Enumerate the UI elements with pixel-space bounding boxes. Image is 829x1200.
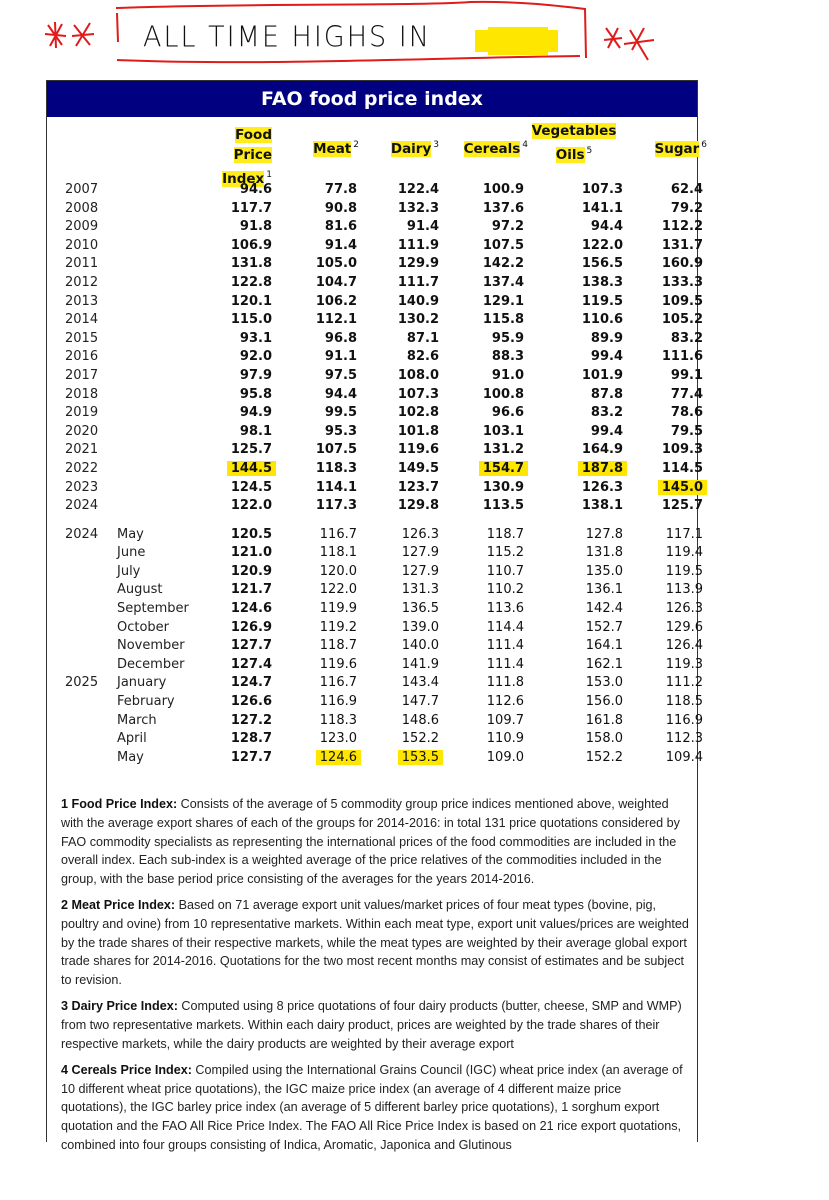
year-cell: 2015	[65, 330, 99, 346]
value-cell: 109.0	[486, 749, 524, 765]
value-cell: 77.4	[670, 386, 703, 402]
value-cell: 87.1	[406, 330, 439, 346]
value-cell: 126.3	[401, 526, 439, 542]
value-cell: 153.0	[585, 675, 623, 691]
value-cell: 126.9	[230, 619, 272, 635]
value-cell: 90.8	[324, 200, 357, 216]
value-cell: 92.0	[239, 349, 272, 365]
value-cell: 148.6	[401, 712, 439, 728]
value-cell: 99.4	[590, 423, 623, 439]
value-cell: 101.8	[397, 423, 439, 439]
value-cell: 111.2	[665, 675, 703, 691]
table-row	[47, 441, 703, 460]
year-cell: 2012	[65, 274, 99, 290]
value-cell: 114.1	[315, 479, 357, 495]
column-header: Meat $^2$	[313, 140, 359, 157]
value-cell: 119.4	[665, 545, 703, 561]
table-row	[47, 619, 703, 638]
value-cell: 130.2	[397, 312, 439, 328]
value-cell: 118.3	[319, 712, 357, 728]
value-cell: 104.7	[315, 274, 357, 290]
value-cell: 106.9	[230, 237, 272, 253]
month-cell: June	[117, 545, 146, 561]
value-cell: 100.8	[482, 386, 524, 402]
value-cell: 141.9	[401, 656, 439, 672]
value-cell: 127.7	[230, 638, 272, 654]
value-cell: 106.2	[315, 293, 357, 309]
value-cell: 131.8	[585, 545, 623, 561]
year-cell: 2007	[65, 182, 99, 197]
year-cell: 2022	[65, 460, 99, 476]
month-cell: February	[117, 694, 175, 710]
column-header: Food Price Index $^1$	[222, 127, 272, 187]
value-cell: 140.9	[397, 293, 439, 309]
value-cell: 114.5	[661, 460, 703, 476]
value-cell: 131.8	[230, 256, 272, 272]
value-cell: 117.3	[315, 498, 357, 514]
table-row	[47, 693, 703, 712]
value-cell: 107.5	[482, 237, 524, 253]
value-cell: 162.1	[585, 656, 623, 672]
value-cell: 89.9	[590, 330, 623, 346]
value-cell: 143.4	[401, 675, 439, 691]
table-row	[47, 460, 703, 479]
value-cell: 142.4	[585, 601, 623, 617]
value-cell: 118.3	[315, 460, 357, 476]
year-cell: 2020	[65, 423, 99, 439]
value-cell: 99.1	[670, 367, 703, 383]
value-cell: 82.6	[406, 349, 439, 365]
table-row	[47, 237, 703, 256]
value-cell: 154.7	[454, 460, 524, 479]
value-cell: 110.2	[486, 582, 524, 598]
table-row	[47, 581, 703, 600]
value-cell: 128.7	[230, 731, 272, 747]
value-cell: 78.6	[670, 405, 703, 421]
column-header: Dairy $^3$	[390, 140, 439, 157]
value-cell: 110.9	[486, 731, 524, 747]
value-cell: 120.9	[230, 563, 272, 579]
value-cell: 81.6	[324, 219, 357, 235]
value-cell: 152.7	[585, 619, 623, 635]
value-cell: 119.3	[665, 656, 703, 672]
value-cell: 127.4	[230, 656, 272, 672]
year-cell: 2013	[65, 293, 99, 309]
value-cell: 129.8	[397, 498, 439, 514]
month-cell: July	[117, 563, 141, 579]
footnotes	[61, 795, 689, 1154]
value-cell: 147.7	[401, 694, 439, 710]
value-cell: 114.4	[486, 619, 524, 635]
value-cell: 142.2	[482, 256, 524, 272]
value-cell: 109.3	[661, 442, 703, 458]
value-cell: 160.9	[661, 256, 703, 272]
value-cell: 123.0	[319, 731, 357, 747]
value-cell: 91.4	[324, 237, 357, 253]
annual-rows	[47, 181, 703, 516]
value-cell: 120.5	[230, 526, 272, 542]
value-cell: 113.9	[665, 582, 703, 598]
footnote: 4 Cereals Price Index: Compiled using the International Grains Council (IGC) wheat price index (an average of 10 different wheat price quotations), the IGC maize price index (an average of 4 different maize price quotations), the IGC barley price index (an average of 5 different barley price quotations), 1 sorghum export quotation and the FAO All Rice Price Index. The FAO All Rice Price Index is based on 21 rice export quotations, combined into four groups consisting of Indica, Aromatic, Japonica and Glutinous	[61, 1063, 683, 1152]
value-cell: 138.1	[581, 498, 623, 514]
value-cell: 109.7	[486, 712, 524, 728]
value-cell: 100.9	[482, 182, 524, 197]
value-cell: 91.4	[406, 219, 439, 235]
value-cell: 144.5	[202, 460, 272, 479]
value-cell: 121.0	[230, 545, 272, 561]
table-row	[47, 526, 703, 545]
value-cell: 140.0	[401, 638, 439, 654]
value-cell: 116.9	[665, 712, 703, 728]
value-cell: 141.1	[581, 200, 623, 216]
table-row	[47, 563, 703, 582]
value-cell: 107.5	[315, 442, 357, 458]
value-cell: 125.7	[230, 442, 272, 458]
value-cell: 112.2	[661, 219, 703, 235]
month-cell: December	[117, 656, 185, 672]
value-cell: 129.6	[665, 619, 703, 635]
month-cell: March	[117, 712, 157, 728]
table-row	[47, 479, 703, 498]
value-cell: 137.6	[482, 200, 524, 216]
value-cell: 105.0	[315, 256, 357, 272]
month-cell: November	[117, 638, 185, 654]
value-cell: 62.4	[670, 182, 703, 197]
table-row	[47, 348, 703, 367]
value-cell: 112.1	[315, 312, 357, 328]
value-cell: 138.3	[581, 274, 623, 290]
table-row	[47, 600, 703, 619]
value-cell: 127.9	[401, 545, 439, 561]
value-cell: 132.3	[397, 200, 439, 216]
value-cell: 103.1	[482, 423, 524, 439]
value-cell: 87.8	[590, 386, 623, 402]
value-cell: 97.9	[239, 367, 272, 383]
value-cell: 117.1	[665, 526, 703, 542]
value-cell: 126.3	[581, 479, 623, 495]
value-cell: 130.9	[482, 479, 524, 495]
value-cell: 111.6	[661, 349, 703, 365]
value-cell: 158.0	[585, 731, 623, 747]
table-row	[47, 386, 703, 405]
value-cell: 121.7	[230, 582, 272, 598]
value-cell: 129.9	[397, 256, 439, 272]
value-cell: 91.1	[324, 349, 357, 365]
table-row	[47, 712, 703, 731]
value-cell: 156.0	[585, 694, 623, 710]
value-cell: 164.9	[581, 442, 623, 458]
value-cell: 115.8	[482, 312, 524, 328]
value-cell: 98.1	[239, 423, 272, 439]
value-cell: 133.3	[661, 274, 703, 290]
year-cell: 2009	[65, 219, 99, 235]
month-cell: January	[117, 675, 167, 691]
year-cell: 2019	[65, 405, 99, 421]
table-row	[47, 544, 703, 563]
value-cell: 94.4	[324, 386, 357, 402]
table-row	[47, 330, 703, 349]
value-cell: 97.2	[491, 219, 524, 235]
value-cell: 137.4	[482, 274, 524, 290]
value-cell: 124.6	[287, 749, 357, 768]
value-cell: 77.8	[324, 182, 357, 197]
value-cell: 95.3	[324, 423, 357, 439]
value-cell: 149.5	[397, 460, 439, 476]
value-cell: 101.9	[581, 367, 623, 383]
value-cell: 122.0	[581, 237, 623, 253]
year-cell: 2025	[65, 675, 99, 691]
table-row	[47, 200, 703, 219]
value-cell: 110.6	[581, 312, 623, 328]
value-cell: 156.5	[581, 256, 623, 272]
value-cell: 120.1	[230, 293, 272, 309]
value-cell: 161.8	[585, 712, 623, 728]
value-cell: 95.9	[491, 330, 524, 346]
value-cell: 119.9	[319, 601, 357, 617]
value-cell: 127.2	[230, 712, 272, 728]
footnote: 2 Meat Price Index: Based on 71 average export unit values/market prices of four meat types (bovine, pig, poultry and ovine) from 10 representative markets. Within each meat type, export unit values/prices are weighted by the trade shares of their respective markets, while the meat types are weighted by their average global export trade shares for 2014-2016. Quotations for the two most recent months may consist of estimates and be subject to revision.	[61, 898, 689, 987]
value-cell: 105.2	[661, 312, 703, 328]
value-cell: 153.5	[369, 749, 439, 768]
year-cell: 2017	[65, 367, 99, 383]
table-row	[47, 730, 703, 749]
value-cell: 136.5	[401, 601, 439, 617]
table-row	[47, 218, 703, 237]
value-cell: 79.5	[670, 423, 703, 439]
value-cell: 111.4	[486, 656, 524, 672]
year-cell: 2010	[65, 237, 99, 253]
year-cell: 2014	[65, 312, 99, 328]
value-cell: 99.4	[590, 349, 623, 365]
value-cell: 119.2	[319, 619, 357, 635]
year-cell: 2008	[65, 200, 99, 216]
value-cell: 109.4	[665, 749, 703, 765]
value-cell: 111.8	[486, 675, 524, 691]
handwritten-annotation	[0, 0, 829, 75]
value-cell: 124.7	[230, 675, 272, 691]
value-cell: 116.7	[319, 526, 357, 542]
value-cell: 107.3	[581, 182, 623, 197]
table-row	[47, 311, 703, 330]
value-cell: 111.4	[486, 638, 524, 654]
fao-table-panel	[46, 80, 707, 1152]
value-cell: 97.5	[324, 367, 357, 383]
column-header: Cereals $^4$	[463, 140, 528, 157]
table-row	[47, 497, 703, 516]
table-row	[47, 274, 703, 293]
value-cell: 99.5	[324, 405, 357, 421]
value-cell: 115.2	[486, 545, 524, 561]
value-cell: 126.6	[230, 694, 272, 710]
value-cell: 124.5	[230, 479, 272, 495]
year-cell: 2011	[65, 256, 99, 272]
value-cell: 96.8	[324, 330, 357, 346]
value-cell: 119.5	[665, 563, 703, 579]
value-cell: 94.6	[239, 182, 272, 197]
annotation-text: ALL TIME HIGHS IN	[143, 21, 431, 54]
value-cell: 83.2	[670, 330, 703, 346]
value-cell: 152.2	[401, 731, 439, 747]
value-cell: 152.2	[585, 749, 623, 765]
column-header: Vegetables Oils $^5$	[531, 123, 617, 163]
month-cell: May	[117, 749, 144, 765]
value-cell: 126.3	[665, 601, 703, 617]
table-row	[47, 749, 703, 768]
value-cell: 112.3	[665, 731, 703, 747]
value-cell: 110.7	[486, 563, 524, 579]
month-cell: May	[117, 526, 144, 542]
value-cell: 88.3	[491, 349, 524, 365]
year-cell: 2024	[65, 498, 99, 514]
table-row	[47, 423, 703, 442]
value-cell: 107.3	[397, 386, 439, 402]
value-cell: 131.3	[401, 582, 439, 598]
year-cell: 2021	[65, 442, 99, 458]
value-cell: 131.2	[482, 442, 524, 458]
year-cell: 2018	[65, 386, 99, 402]
value-cell: 125.7	[661, 498, 703, 514]
monthly-rows	[47, 526, 703, 768]
value-cell: 118.7	[319, 638, 357, 654]
value-cell: 95.8	[239, 386, 272, 402]
value-cell: 119.6	[319, 656, 357, 672]
value-cell: 124.6	[230, 601, 272, 617]
value-cell: 118.5	[665, 694, 703, 710]
year-cell: 2024	[65, 526, 99, 542]
value-cell: 108.0	[397, 367, 439, 383]
value-cell: 113.5	[482, 498, 524, 514]
value-cell: 139.0	[401, 619, 439, 635]
month-cell: August	[117, 582, 163, 598]
value-cell: 115.0	[230, 312, 272, 328]
month-cell: October	[117, 619, 170, 635]
value-cell: 122.4	[397, 182, 439, 197]
value-cell: 127.9	[401, 563, 439, 579]
value-cell: 96.6	[491, 405, 524, 421]
value-cell: 123.7	[397, 479, 439, 495]
value-cell: 83.2	[590, 405, 623, 421]
table-row	[47, 181, 703, 200]
table-row	[47, 637, 703, 656]
value-cell: 102.8	[397, 405, 439, 421]
value-cell: 111.9	[397, 237, 439, 253]
value-cell: 119.5	[581, 293, 623, 309]
value-cell: 117.7	[230, 200, 272, 216]
table-row	[47, 656, 703, 675]
footnote: 3 Dairy Price Index: Computed using 8 price quotations of four dairy products (butter, cheese, SMP and WMP) from two representative markets. Within each dairy product, prices are weighted by the trade shares of their respective markets, while the dairy products are weighted by their average export	[61, 999, 682, 1051]
month-cell: September	[117, 601, 189, 617]
value-cell: 116.9	[319, 694, 357, 710]
value-cell: 119.6	[397, 442, 439, 458]
value-cell: 109.5	[661, 293, 703, 309]
year-cell: 2016	[65, 349, 99, 365]
value-cell: 94.9	[239, 405, 272, 421]
value-cell: 113.6	[486, 601, 524, 617]
value-cell: 127.8	[585, 526, 623, 542]
value-cell: 136.1	[585, 582, 623, 598]
value-cell: 127.7	[230, 749, 272, 765]
value-cell: 91.8	[239, 219, 272, 235]
table-row	[47, 293, 703, 312]
value-cell: 93.1	[239, 330, 272, 346]
value-cell: 116.7	[319, 675, 357, 691]
column-headers	[47, 117, 707, 187]
table-title: FAO food price index	[47, 81, 697, 117]
redacted-highlight	[488, 27, 548, 55]
value-cell: 122.8	[230, 274, 272, 290]
value-cell: 91.0	[491, 367, 524, 383]
value-cell: 135.0	[585, 563, 623, 579]
table-row	[47, 255, 703, 274]
value-cell: 126.4	[665, 638, 703, 654]
table-row	[47, 674, 703, 693]
column-header: Sugar $^6$	[654, 140, 707, 157]
value-cell: 111.7	[397, 274, 439, 290]
table-row	[47, 367, 703, 386]
value-cell: 120.0	[319, 563, 357, 579]
value-cell: 131.7	[661, 237, 703, 253]
value-cell: 118.7	[486, 526, 524, 542]
month-cell: April	[117, 731, 147, 747]
value-cell: 94.4	[590, 219, 623, 235]
footnote: 1 Food Price Index: Consists of the average of 5 commodity group price indices mentioned above, weighted with the average export shares of each of the groups for 2014-2016: in total 131 price quotations considered by FAO commodity specialists as representing the international prices of the food commodities are included in the overall index. Each sub-index is a weighted average of the price relatives of the commodities included in the group, with the base period price consisting of the averages for the years 2014-2016.	[61, 797, 680, 886]
value-cell: 129.1	[482, 293, 524, 309]
value-cell: 118.1	[319, 545, 357, 561]
table-row	[47, 404, 703, 423]
value-cell: 112.6	[486, 694, 524, 710]
value-cell: 122.0	[230, 498, 272, 514]
value-cell: 145.0	[633, 479, 703, 498]
value-cell: 122.0	[319, 582, 357, 598]
year-cell: 2023	[65, 479, 99, 495]
value-cell: 164.1	[585, 638, 623, 654]
value-cell: 79.2	[670, 200, 703, 216]
value-cell: 187.8	[553, 460, 623, 479]
